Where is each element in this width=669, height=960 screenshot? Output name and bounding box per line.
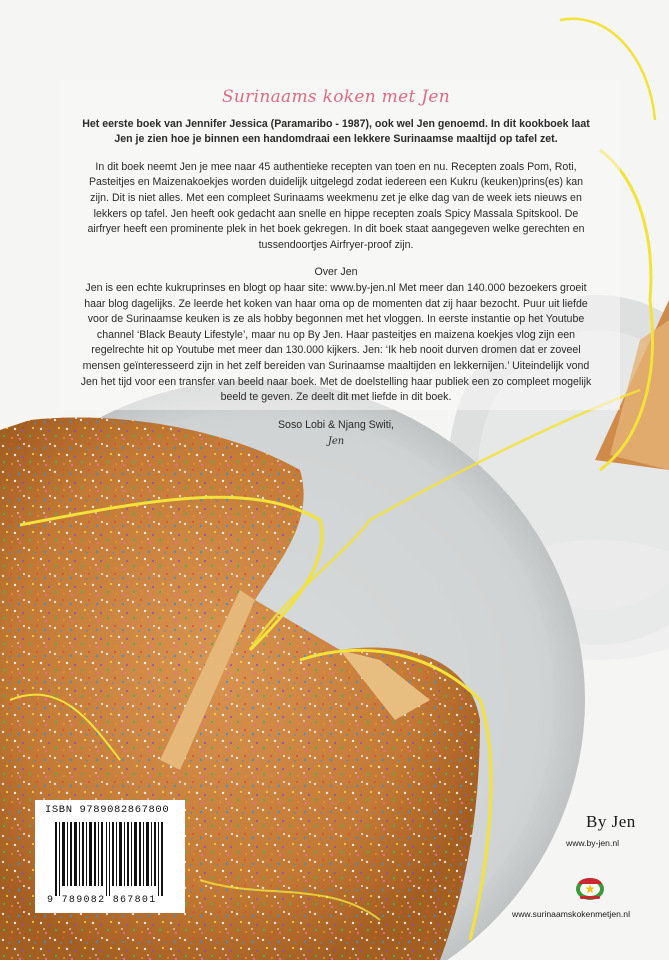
- signature: Jen: [327, 436, 345, 448]
- intro-paragraph: Het eerste boek van Jennifer Jessica (Paramaribo - 1987), ook wel Jen genoemd. In dit kookboek laat Jen je zien hoe je binnen een handomdraai een lekkere Surinaamse maaltijd op tafel zet.: [82, 117, 590, 146]
- back-cover-text: [80, 87, 592, 450]
- isbn-label: ISBN 9789082867800: [45, 804, 170, 816]
- book-website: www.surinaamskokenmetjen.nl: [512, 909, 630, 919]
- publisher-url: www.by-jen.nl: [566, 838, 620, 848]
- publisher-logo: By Jen: [586, 812, 636, 831]
- book-title: Surinaams koken met Jen: [221, 87, 451, 107]
- barcode-digits: 9 789082 867801: [47, 895, 157, 906]
- barcode-icon: [35, 820, 185, 898]
- about-paragraph: Jen is een echte kukruprinses en blogt op haar site: www.by-jen.nl Met meer dan 140.000 bezoekers groeit haar blog dagelijks. Ze leerde het koken van haar oma op de momenten dat zij haar bezocht. Puur uit liefde voor de Surinaamse keuken is ze als hobby begonnen met het vloggen. In eerste instantie op het Youtube channel ‘Black Beauty Lifestyle’, maar nu op By Jen. Haar pasteitjes en maizena koekjes vlog zijn een regelrechte hit op Youtube met meer dan 130.000 kijkers. Jen: ‘Ik heb nooit durven dromen dat er zoveel mensen geïnteresseerd zijn in het zelf bereiden van Surinaamse maaltijden en lekkernijen.’ Uiteindelijk vond Jen het tijd voor een transfer van beeld naar boek. Met de doelstelling haar publiek een zo compleet mogelijk beeld te geven. Ze deelt dit met liefde in dit boek.: [80, 281, 592, 404]
- closing-line: Soso Lobi & Njang Switi,: [277, 418, 394, 431]
- body-paragraph: In dit boek neemt Jen je mee naar 45 authentieke recepten van toen en nu. Recepten zoals Pom, Roti, Pasteitjes en Maizenakoekjes worden duidelijk uitgelegd zodat iedereen een Kukru (keuken)prins(es) kan zijn. Dit is niet alles. Met een compleet Surinaams weekmenu zet je elke dag van de week iets nieuws en lekkers op tafel. Jen heeft ook gedacht aan snelle en hippe recepten zoals Spicy Massala Spitskool. De airfryer heeft een prominente plek in het boek gekregen. In dit boek staat aangegeven welke gerechten en tussendoortjes Airfryer-proof zijn.: [87, 160, 585, 251]
- isbn-barcode: [35, 800, 185, 913]
- about-heading: Over Jen: [314, 266, 358, 279]
- suriname-pot-icon: [574, 870, 606, 902]
